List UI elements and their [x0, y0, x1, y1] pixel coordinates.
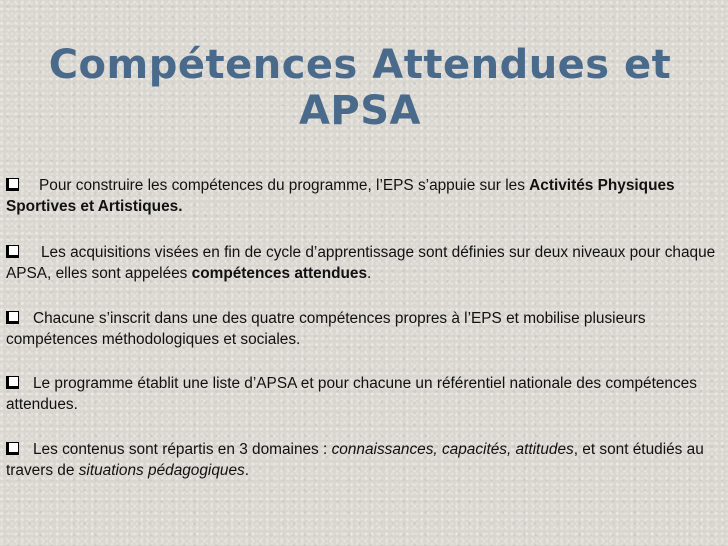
bullet-item-5: Les contenus sont répartis en 3 domaines : connaissances, capacités, attitudes, et sont étudiés au travers de situations pédagogiques.	[6, 441, 704, 479]
checkbox-bullet-icon	[6, 376, 19, 389]
bullet-item-2: Les acquisitions visées en fin de cycle d’apprentissage sont définies sur deux niveaux pour chaque APSA, elles sont appelées compétences attendues.	[6, 244, 716, 282]
bullet-item-3: Chacune s’inscrit dans une des quatre compétences propres à l’EPS et mobilise plusieurs compétences méthodologiques et sociales.	[6, 310, 646, 348]
checkbox-bullet-icon	[6, 311, 19, 324]
checkbox-bullet-icon	[6, 178, 19, 191]
checkbox-bullet-icon	[6, 442, 19, 455]
checkbox-bullet-icon	[6, 245, 19, 258]
bullet-item-4: Le programme établit une liste d’APSA et pour chacune un référentiel nationale des compétences attendues.	[6, 375, 697, 413]
bullet-item-1: Pour construire les compétences du programme, l’EPS s’appuie sur les Activités Physiques Sportives et Artistiques.	[6, 177, 675, 215]
slide-title: Compétences Attendues et APSA	[48, 42, 672, 134]
